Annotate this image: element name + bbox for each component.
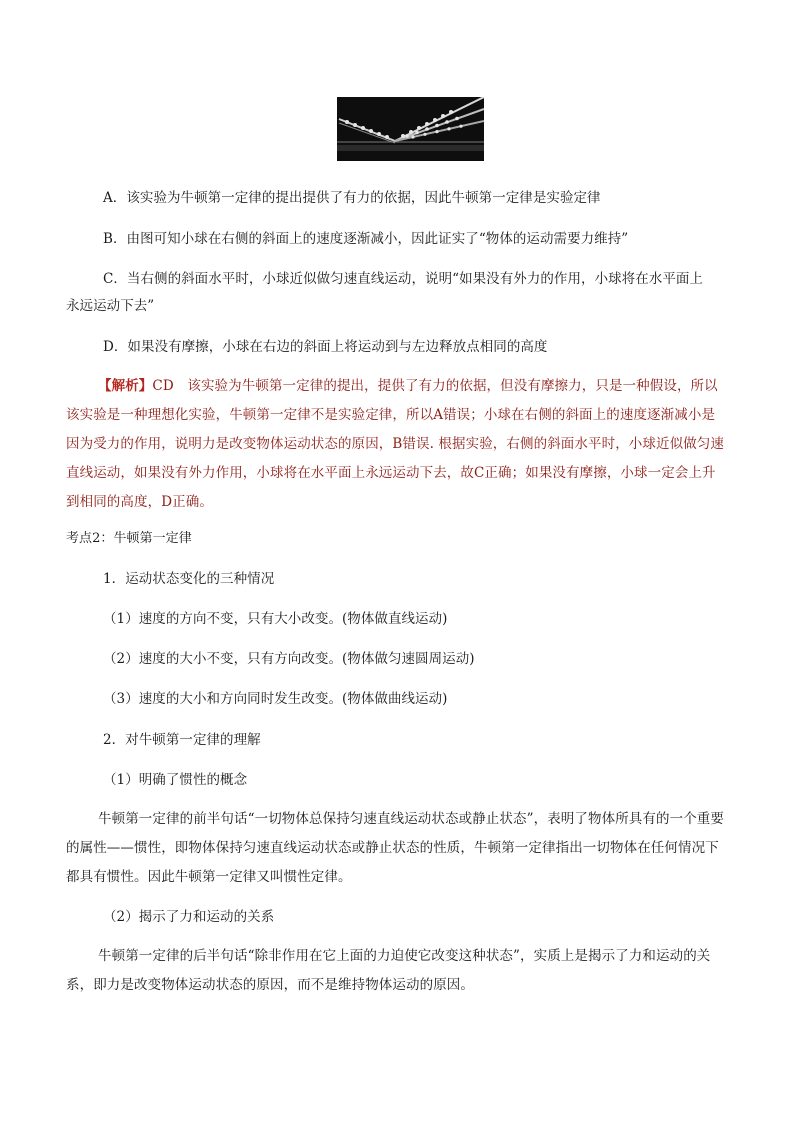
subheading-2: 2．对牛顿第一定律的理解: [103, 732, 261, 748]
point-2-paragraph: 牛顿第一定律的后半句话“除非作用在它上面的力迫使它改变这种状态”，实质上是揭示了力和运动的关系，即力是改变物体运动状态的原因，而不是维持物体运动的原因。: [66, 948, 711, 993]
section-title: 考点2：牛顿第一定律: [66, 531, 192, 546]
subheading-1: 1．运动状态变化的三种情况: [103, 571, 275, 587]
analysis-tag: 【解析】: [98, 378, 153, 394]
case-2: （2）速度的大小不变，只有方向改变。(物体做匀速圆周运动): [103, 651, 475, 667]
case-1: （1）速度的方向不变，只有大小改变。(物体做直线运动): [103, 611, 448, 627]
option-c-line2: 永远运动下去”: [66, 298, 155, 314]
option-a: A．该实验为牛顿第一定律的提出提供了有力的依据，因此牛顿第一定律是实验定律: [103, 190, 601, 206]
point-1-paragraph: 牛顿第一定律的前半句话“一切物体总保持匀速直线运动状态或静止状态”，表明了物体所具有的一个重要的属性——惯性，即物体保持匀速直线运动状态或静止状态的性质，牛顿第一定律指出一切物体在任何情况下都具有惯性。因此牛顿第一定律又叫惯性定律。: [66, 811, 725, 885]
option-b: B．由图可知小球在右侧的斜面上的速度逐渐减小，因此证实了“物体的运动需要力维持”: [103, 231, 629, 247]
ramp-experiment-photo: [337, 97, 484, 161]
option-d: D．如果没有摩擦，小球在右边的斜面上将运动到与左边释放点相同的高度: [103, 339, 548, 355]
point-1-title: （1）明确了惯性的概念: [103, 772, 248, 788]
option-c-line1: C．当右侧的斜面水平时，小球近似做匀速直线运动，说明“如果没有外力的作用，小球将在水平面上: [103, 271, 703, 287]
analysis-text: CD 该实验为牛顿第一定律的提出，提供了有力的依据，但没有摩擦力，只是一种假设，所以该实验是一种理想化实验，牛顿第一定律不是实验定律，所以A错误；小球在右侧的斜面上的速度逐渐减小是因为受力的作用，说明力是改变物体运动状态的原因，B错误. 根据实验，右侧的斜面水平时，小球近似做匀速直线运动，如果没有外力作用，小球将在水平面上永远运动下去，故C正确；如果没有摩擦，小球一定会上升到相同的高度，D正确。: [66, 378, 725, 510]
analysis-paragraph: [66, 372, 728, 517]
ramp-experiment-icon: [337, 97, 484, 161]
case-3: （3）速度的大小和方向同时发生改变。(物体做曲线运动): [103, 691, 448, 707]
point-2-title: （2）揭示了力和运动的关系: [103, 909, 275, 925]
